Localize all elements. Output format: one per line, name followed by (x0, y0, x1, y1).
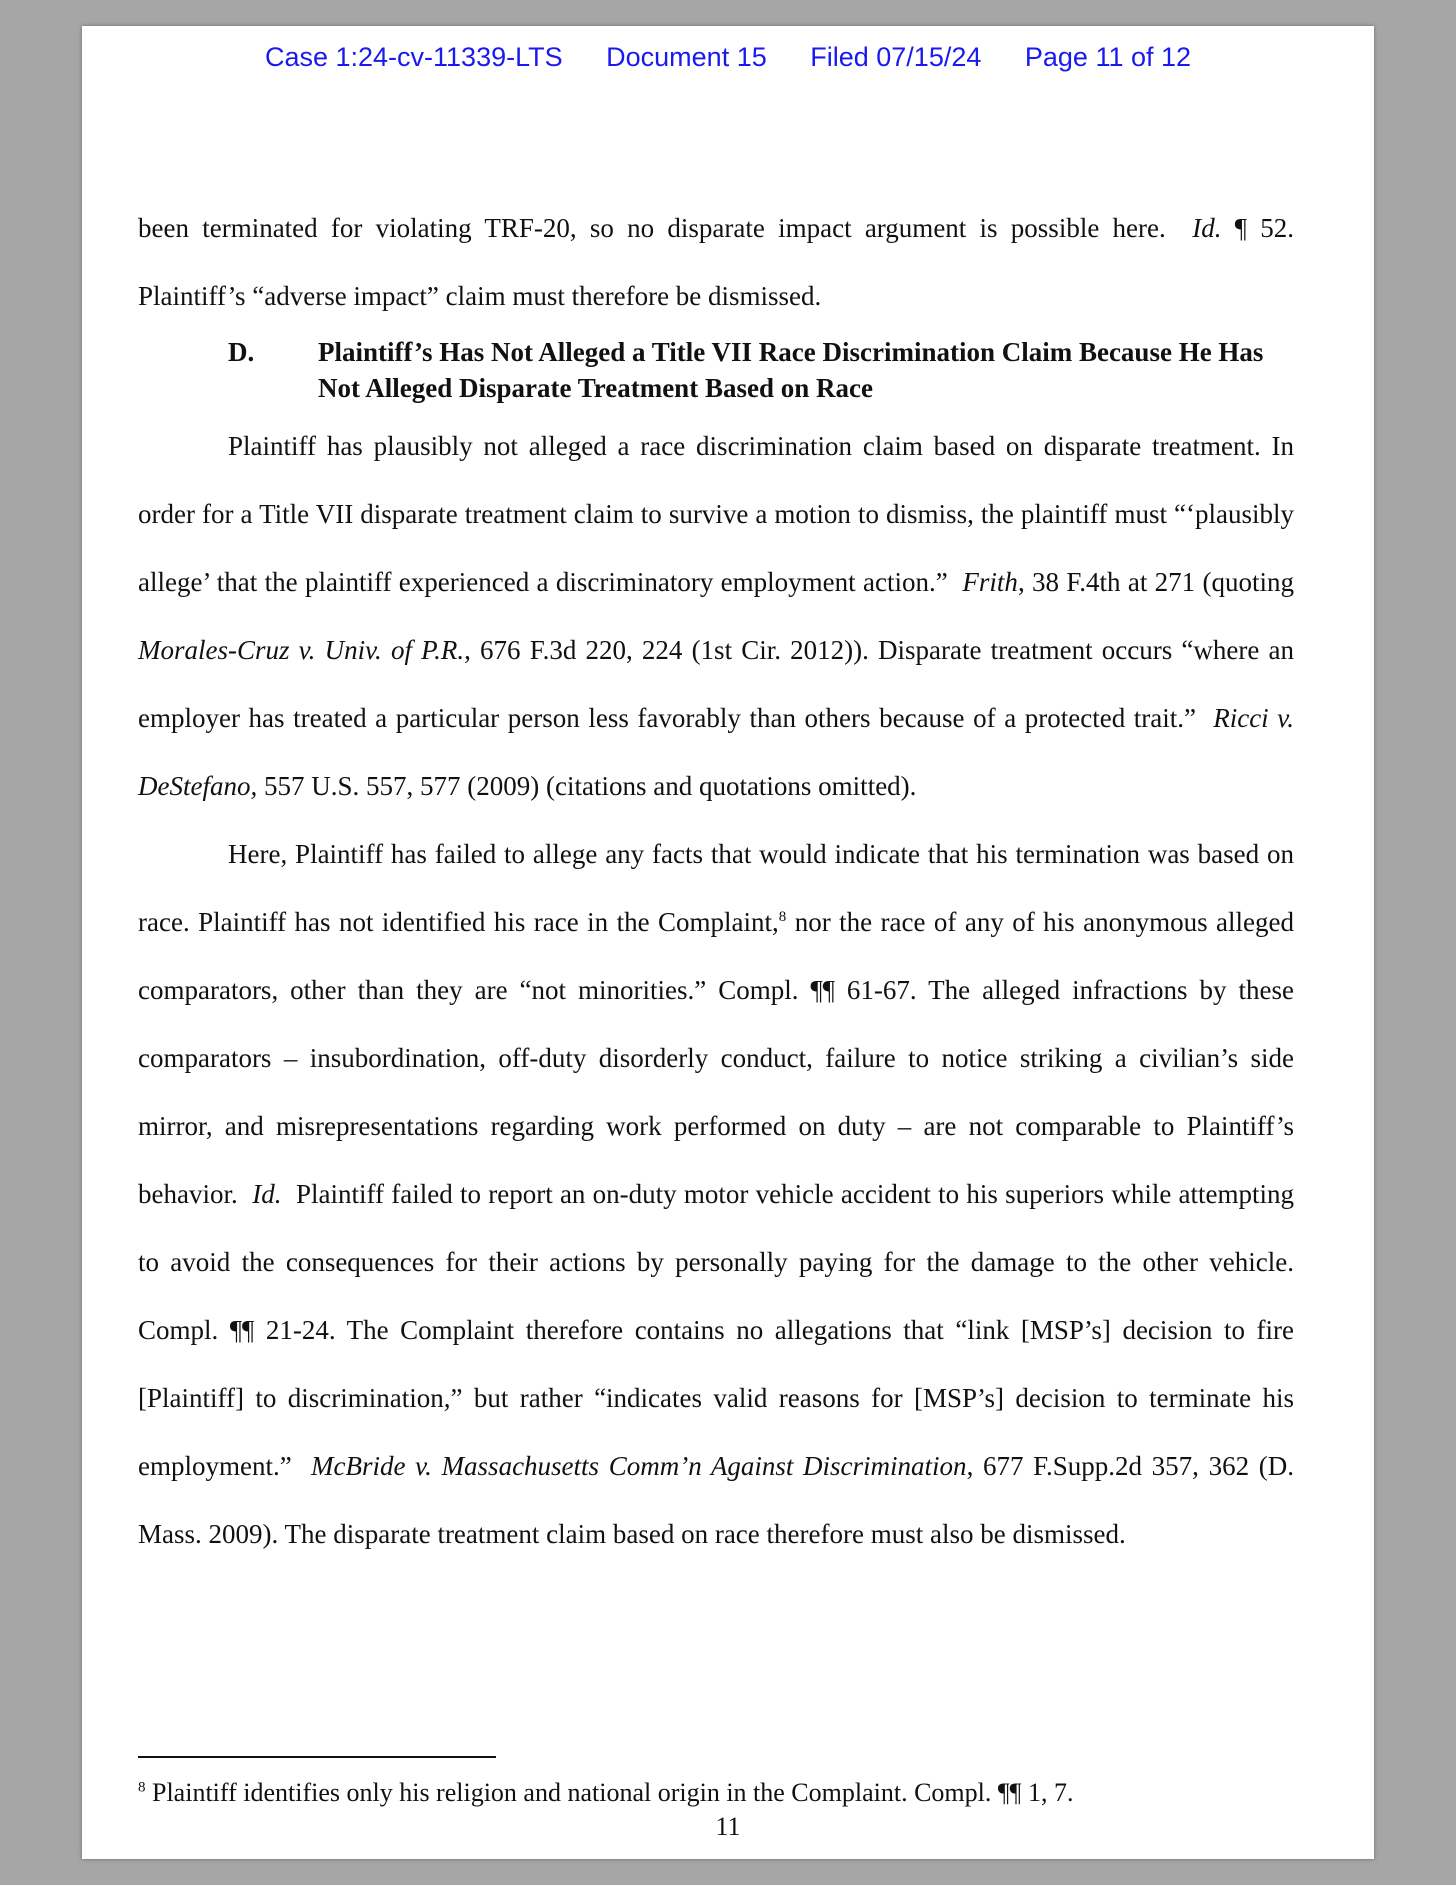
paragraph-disparate-treatment (138, 412, 1294, 820)
text-run: Here, Plaintiff has failed to allege any facts that would indicate that his termination was based on race. Plaintiff has not identified his race in the Complaint, (138, 839, 1294, 937)
document-page (82, 26, 1374, 1859)
footnote-divider (138, 1756, 496, 1758)
text-run: ¶ 52. Plaintiff’s “adverse impact” claim must therefore be dismissed. (138, 213, 1294, 311)
section-title: Plaintiff’s Has Not Alleged a Title VII Race Discrimination Claim Because He Has Not Alleged Disparate Treatment Based on Race (318, 337, 1264, 403)
footnote-number: 8 (138, 1779, 146, 1796)
text-run: 557 U.S. 557, 577 (2009) (citations and quotations omitted). (263, 771, 917, 801)
case-citation: Frith (962, 567, 1018, 597)
footnote (138, 1778, 1294, 1808)
filed-date: Filed 07/15/24 (810, 42, 982, 72)
paragraph-continuation (138, 194, 1294, 330)
paragraph-analysis (138, 820, 1294, 1568)
footnote-text: Plaintiff identifies only his religion and national origin in the Complaint. Compl. ¶¶ 1, 7. (152, 1778, 1074, 1807)
document-number: Document 15 (606, 42, 767, 72)
section-letter: D. (228, 337, 255, 367)
footnote-reference[interactable]: 8 (778, 909, 787, 925)
page-number: 11 (715, 1812, 741, 1841)
case-citation: McBride v. Massachusetts Comm’n Against Discrimination (311, 1451, 967, 1481)
text-run: Plaintiff failed to report an on-duty motor vehicle accident to his superiors while attempting to avoid the consequences for their actions by personally paying for the damage to the other vehicle. Compl. ¶¶ 21-24. The Complaint therefore contains no allegations that “link [MSP’s] decision to fire [Plaintiff] to discrimination,” but rather “indicates valid reasons for [MSP’s] decision to terminate his employment.” (138, 1179, 1295, 1481)
text-run: , 676 F.3d 220, 224 (1st Cir. 2012)). Disparate treatment occurs “where an employer has treated a particular person less favorably than others because of a protected trait.” (138, 635, 1294, 733)
section-heading (138, 334, 1294, 406)
text-run: , 677 F.Supp.2d 357, 362 (D. Mass. 2009). The disparate treatment claim based on race therefore must also be dismissed. (138, 1451, 1294, 1549)
text-run: nor the race of any of his anonymous alleged comparators, other than they are “not minorities.” Compl. ¶¶ 61-67. The alleged infractions by these comparators – insubordination, off-duty disorderly conduct, failure to notice striking a civilian’s side mirror, and misrepresentations regarding work performed on duty – are not comparable to Plaintiff’s behavior. (138, 907, 1295, 1209)
document-body (138, 194, 1294, 1568)
case-number: Case 1:24-cv-11339-LTS (264, 42, 563, 72)
page-indicator: Page 11 of 12 (1024, 42, 1192, 72)
ecf-header (82, 42, 1374, 73)
citation-id: Id. (1192, 213, 1222, 243)
text-run: , 38 F.4th at 271 (quoting (1017, 567, 1295, 597)
text-run: Plaintiff has plausibly not alleged a race discrimination claim based on disparate treatment. In order for a Title VII disparate treatment claim to survive a motion to dismiss, the plaintiff must “‘plausibly allege’ that the plaintiff experienced a discriminatory employment action.” (138, 431, 1294, 597)
case-citation: Morales-Cruz v. Univ. of P.R. (138, 635, 465, 665)
case-citation: Ricci v. DeStefano, (138, 703, 1294, 801)
citation-id: Id. (252, 1179, 282, 1209)
text-run: been terminated for violating TRF-20, so no disparate impact argument is possible here. (138, 213, 1166, 243)
